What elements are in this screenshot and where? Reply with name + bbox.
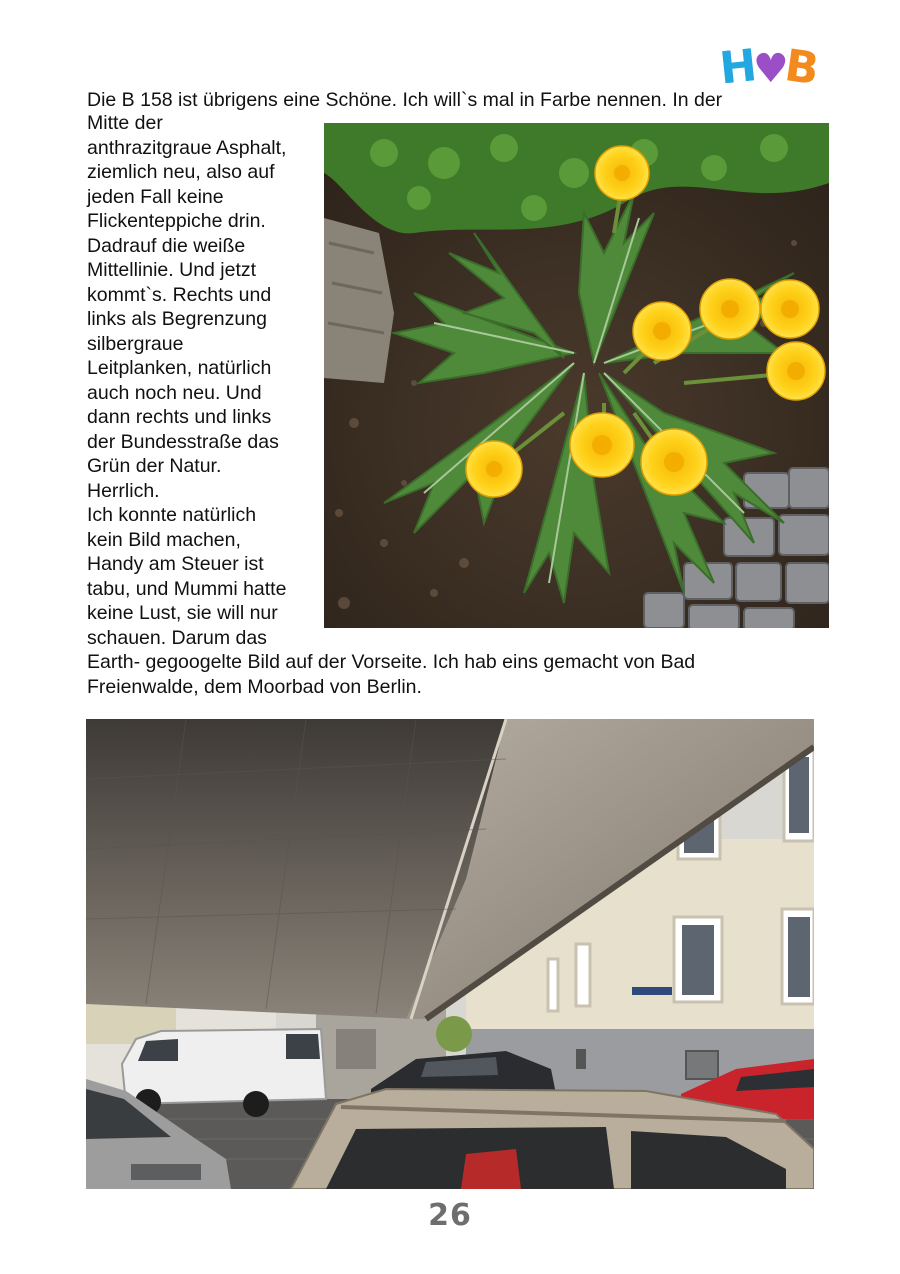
paragraph-first-line: Die B 158 ist übrigens eine Schöne. Ich will`s mal in Farbe nennen. In der [87,89,723,111]
column-line: der Bundesstraße das [87,430,279,453]
column-line: auch noch neu. Und [87,381,262,404]
bridge-illustration [86,719,814,1189]
logo-letter-b: B [781,40,818,95]
column-line: schauen. Darum das [87,626,267,649]
column-line: keine Lust, sie will nur [87,602,278,624]
page-number: 26 [428,1198,472,1233]
column-line: links als Begrenzung [87,308,267,330]
column-line: Mittellinie. Und jetzt [87,259,257,281]
column-line: Ich konnte natürlich [87,504,257,526]
column-line: kommt`s. Rechts und [87,283,272,306]
column-line: silbergraue [87,332,184,355]
column-line: Leitplanken, natürlich [87,357,272,379]
hvb-logo [717,40,820,95]
column-line: Handy am Steuer ist [87,553,264,575]
column-line: tabu, und Mummi hatte [87,577,287,600]
logo-heart-icon: ♥ [752,46,785,92]
dandelion-illustration [324,123,829,628]
column-line: Mitte der [87,112,163,134]
paragraph-last-line: Freienwalde, dem Moorbad von Berlin. [87,676,422,698]
column-line: Flickenteppiche drin. [87,210,266,232]
paragraph-last-line: Earth- gegoogelte Bild auf der Vorseite. Ich hab eins gemacht von Bad [87,651,696,673]
column-line: jeden Fall keine [87,185,224,208]
column-line: Grün der Natur. [87,455,222,477]
bridge-underpass-photo [86,719,814,1189]
column-line: anthrazitgraue Asphalt, [87,136,287,159]
column-line: ziemlich neu, also auf [87,161,275,183]
column-line: Dadrauf die weiße [87,234,246,257]
column-line: kein Bild machen, [87,528,241,551]
dandelion-photo [324,123,829,628]
column-line: dann rechts und links [87,406,272,428]
logo-letter-h: H [717,40,756,95]
column-line: Herrlich. [87,479,160,502]
